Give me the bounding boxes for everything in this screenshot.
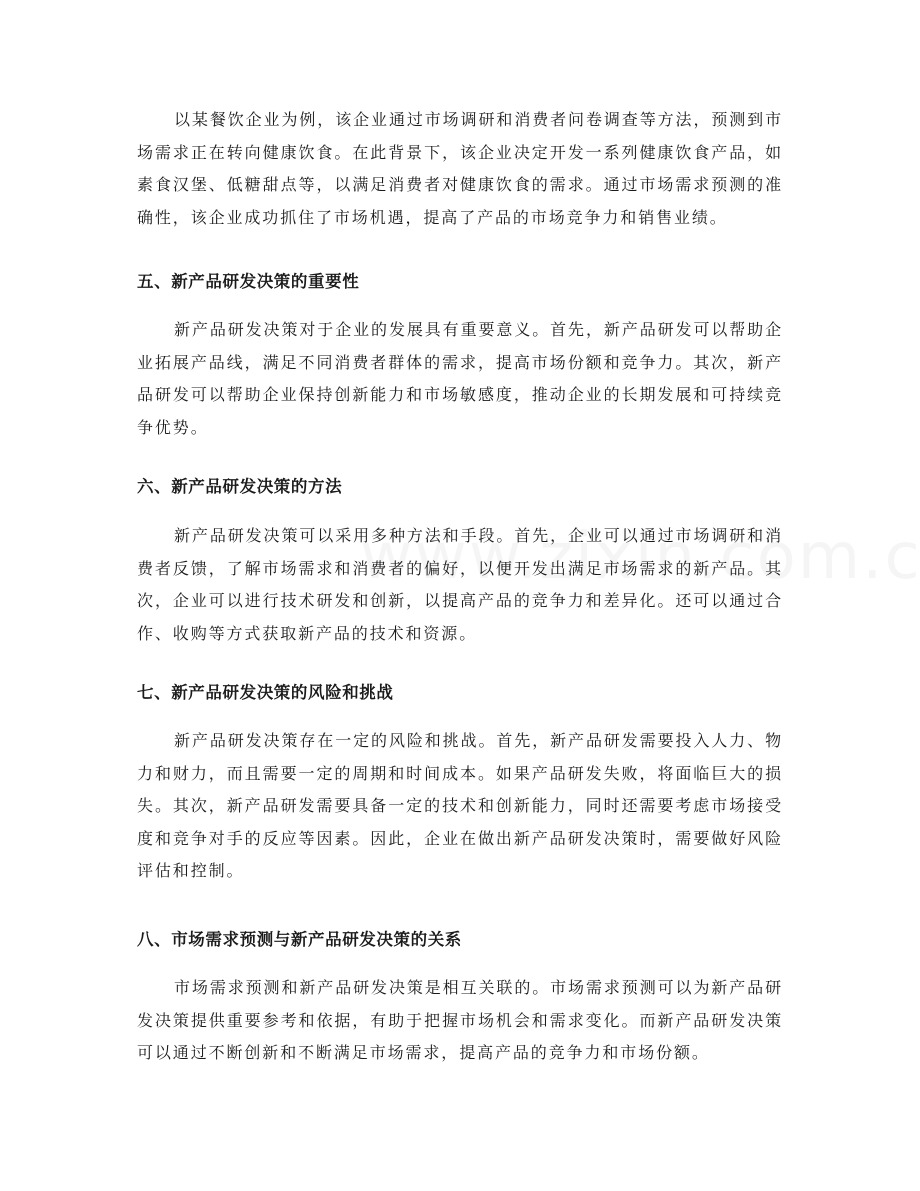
paragraph-text: 新产品研发决策存在一定的风险和挑战。首先，新产品研发需要投入人力、物力和财力，而且需要一定的周期和时间成本。如果产品研发失败，将面临巨大的损失。其次，新产品研发需要具备一定的技术和创新能力，同时还需要考虑市场接受度和竞争对手的反应等因素。因此，企业在做出新产品研发决策时，需要做好风险评估和控制。 — [137, 731, 783, 880]
paragraph-text: 新产品研发决策可以采用多种方法和手段。首先，企业可以通过市场调研和消费者反馈，了解市场需求和消费者的偏好，以便开发出满足市场需求的新产品。其次，企业可以进行技术研发和创新，以提高产品的竞争力和差异化。还可以通过合作、收购等方式获取新产品的技术和资源。 — [137, 526, 783, 643]
heading-text: 六、新产品研发决策的方法 — [137, 477, 343, 496]
paragraph-methods — [137, 520, 783, 650]
paragraph-text: 新产品研发决策对于企业的发展具有重要意义。首先，新产品研发可以帮助企业拓展产品线，满足不同消费者群体的需求，提高市场份额和竞争力。其次，新产品研发可以帮助企业保持创新能力和市场敏感度，推动企业的长期发展和可持续竞争优势。 — [137, 320, 783, 437]
paragraph-risks — [137, 725, 783, 888]
paragraph-text: 市场需求预测和新产品研发决策是相互关联的。市场需求预测可以为新产品研发决策提供重要参考和依据，有助于把握市场机会和需求变化。而新产品研发决策可以通过不断创新和不断满足市场需求，提高产品的竞争力和市场份额。 — [137, 978, 783, 1062]
paragraph-relationship — [137, 972, 783, 1070]
paragraph-example — [137, 104, 783, 234]
heading-text: 七、新产品研发决策的风险和挑战 — [137, 683, 394, 702]
section-heading-5 — [137, 270, 783, 294]
heading-text: 八、市场需求预测与新产品研发决策的关系 — [137, 930, 462, 949]
paragraph-text: 以某餐饮企业为例，该企业通过市场调研和消费者问卷调查等方法，预测到市场需求正在转向健康饮食。在此背景下，该企业决定开发一系列健康饮食产品，如素食汉堡、低糖甜点等，以满足消费者对健康饮食的需求。通过市场需求预测的准确性，该企业成功抓住了市场机遇，提高了产品的市场竞争力和销售业绩。 — [137, 110, 783, 227]
paragraph-importance — [137, 314, 783, 444]
section-heading-6 — [137, 475, 783, 499]
section-heading-7 — [137, 681, 783, 705]
heading-text: 五、新产品研发决策的重要性 — [137, 272, 360, 291]
section-heading-8 — [137, 928, 783, 952]
